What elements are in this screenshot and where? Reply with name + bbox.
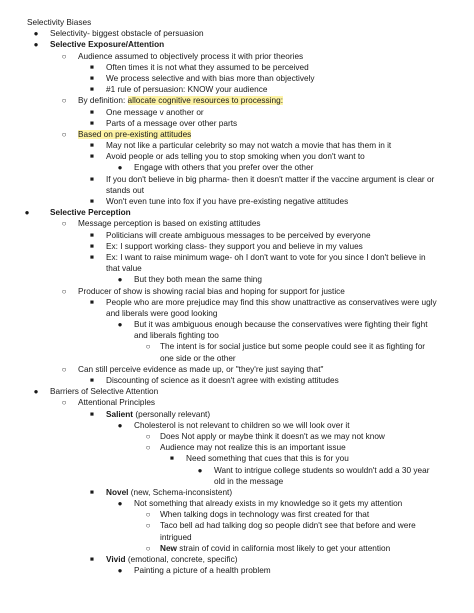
bold-term: Salient [106,409,134,419]
bold-term: New [160,543,177,553]
line-content: If you don't believe in big pharma- then it doesn't matter if the vaccine argument is clear or [106,174,435,184]
line-content: But it was ambiguous enough because the conservatives were fighting their fight [134,320,428,330]
bullet-marker: ■ [90,253,94,261]
document-line [0,565,474,576]
bullet-marker: ○ [145,521,151,531]
document-line [0,51,474,62]
highlighted-text: Based on pre-existing attitudes [78,129,192,139]
document-line [0,442,474,453]
line-text [106,297,437,308]
line-content: Ex: I want to raise minimum wage- oh I don't want to vote for you since I don't believe in [106,252,426,262]
document-line [0,62,474,73]
bullet-marker: ■ [90,86,94,94]
bullet-marker: ■ [90,410,94,418]
document-line [0,286,474,297]
document-line [0,375,474,386]
document-line [0,252,474,263]
bullet-marker: ■ [90,153,94,161]
line-text [78,129,191,140]
line-text [160,520,416,531]
document-line [0,17,474,28]
line-text [134,162,313,173]
document-line [0,174,474,185]
line-content: Selectivity Biases [27,18,92,27]
line-text [106,151,365,162]
line-text [106,62,309,73]
line-content: (emotional, concrete, specific) [125,555,238,564]
line-text [134,498,402,509]
bullet-marker: ● [117,320,123,330]
line-content: We process selective and with bias more than objectively [106,73,315,83]
line-content: Taco bell ad had talking dog so people didn't see that before and were [160,521,416,531]
section-heading: Selective Exposure/Attention [50,40,165,50]
line-text [78,51,303,62]
document-line [0,330,474,341]
line-content: Want to intrigue college students so wouldn't add a 30 year [214,465,430,475]
document-line [0,397,474,408]
document-line [0,162,474,173]
line-content: Not something that already exists in my knowledge so it gets my attention [134,499,403,509]
document-line [0,140,474,151]
document-line [0,118,474,129]
line-text [50,386,158,397]
line-text [106,196,348,207]
line-text [50,28,204,39]
bullet-marker: ● [117,420,123,430]
document-line [0,476,474,487]
line-text [106,263,142,274]
document-line [0,274,474,285]
document-line [0,151,474,162]
line-text [106,554,237,565]
bullet-marker: ■ [90,74,94,82]
bullet-marker: ■ [90,231,94,239]
line-content: Avoid people or ads telling you to stop smoking when you don't want to [106,152,365,162]
line-text [134,330,219,341]
bullet-marker: ■ [90,142,94,150]
line-content: Discounting of science as it doesn't agree with existing attitudes [106,376,339,385]
line-text [160,532,192,543]
document-line [0,487,474,498]
line-text [160,341,425,352]
line-content: one side or the other [160,353,236,363]
document-line [0,465,474,476]
line-content: Painting a picture of a health problem [134,566,271,576]
line-text [106,140,391,151]
line-text [106,241,363,252]
bullet-marker: ○ [145,510,151,520]
line-text [27,17,91,28]
bullet-marker: ○ [61,364,67,374]
line-content: Politicians will create ambiguous messages to be perceived by everyone [106,230,371,240]
line-text [160,509,369,520]
document-line [0,498,474,509]
document-line [0,308,474,319]
bullet-marker: ■ [90,63,94,71]
line-content: When talking dogs in technology was first created for that [160,510,370,520]
line-content: Can still perceive evidence as made up, or "they're just saying that" [78,364,324,374]
line-content: (new, Schema-inconsistent) [128,487,233,497]
bullet-marker: ● [117,566,123,576]
document-line [0,453,474,464]
document-line [0,532,474,543]
line-text [106,252,426,263]
bullet-marker: ● [24,208,30,218]
document-line [0,409,474,420]
line-content: Often times it is not what they assumed to be perceived [106,62,309,72]
document-line [0,319,474,330]
bullet-marker: ■ [90,488,94,496]
bullet-marker: ○ [61,51,67,61]
bullet-marker: ○ [145,431,151,441]
line-text [160,543,390,554]
line-content: intrigued [160,532,192,542]
line-text [106,73,315,84]
line-text [106,107,204,118]
bullet-marker: ■ [90,298,94,306]
bullet-marker: ● [117,499,123,509]
document-line [0,107,474,118]
bullet-marker: ● [33,40,39,50]
line-content: Audience may not realize this is an important issue [160,443,346,453]
document-line [0,129,474,140]
document-body [0,17,474,576]
bullet-marker: ● [117,275,123,285]
document-line [0,95,474,106]
bullet-marker: ■ [90,198,94,205]
document-line [0,554,474,565]
bullet-marker: ○ [145,543,151,553]
document-line [0,364,474,375]
line-content: stands out [106,185,145,195]
line-text [214,476,283,487]
document-line [0,185,474,196]
line-text [134,420,350,431]
line-text [50,39,164,50]
line-content: Engage with others that you prefer over the other [134,163,314,173]
bullet-marker: ■ [90,108,94,116]
document-line [0,420,474,431]
document-line [0,218,474,229]
line-content: By definition: [78,96,128,106]
bullet-marker: ● [197,465,203,475]
document-line [0,431,474,442]
line-content: The intent is for social justice but some people could see it as fighting for [160,342,426,352]
line-text [160,431,385,442]
line-content: One message v another or [106,107,204,117]
line-content: May not like a particular celebrity so may not watch a movie that has them in it [106,141,392,151]
line-content: But they both mean the same thing [134,275,262,285]
line-text [50,207,131,218]
line-content: Parts of a message over other parts [106,118,238,128]
bullet-marker: ● [33,387,39,397]
document-line [0,39,474,50]
line-content: Selectivity- biggest obstacle of persuasion [50,29,204,39]
bullet-marker: ○ [61,398,67,408]
line-text [106,118,237,129]
line-text [134,319,428,330]
line-text [106,375,339,386]
line-text [106,84,267,95]
line-text [134,274,262,285]
bold-term: Novel [106,487,129,497]
bullet-marker: ○ [61,286,67,296]
bullet-marker: ■ [170,455,174,463]
document-line [0,73,474,84]
line-content: Does Not apply or maybe think it doesn't as we may not know [160,431,385,441]
line-text [78,95,283,106]
bullet-marker: ■ [90,556,94,563]
line-content: People who are more prejudice may find this show unattractive as conservatives were ugly [106,297,437,307]
line-content: Barriers of Selective Attention [50,387,159,397]
document-line [0,297,474,308]
bullet-marker: ■ [90,377,94,384]
line-text [78,286,345,297]
line-text [78,397,155,408]
line-content: Need something that cues that this is for you [186,454,349,464]
line-text [106,174,434,185]
document-line [0,520,474,531]
document-line [0,241,474,252]
line-content: old in the message [214,476,284,486]
document-line [0,341,474,352]
document-line [0,509,474,520]
bullet-marker: ■ [90,119,94,127]
document-line [0,543,474,554]
bullet-marker: ■ [90,242,94,250]
line-text [106,308,217,319]
document-line [0,207,474,218]
line-content: (personally relevant) [133,409,211,419]
line-text [78,364,323,375]
line-content: Cholesterol is not relevant to children so we will look over it [134,420,350,430]
bullet-marker: ○ [61,219,67,229]
line-text [78,218,261,229]
line-text [134,565,271,576]
bullet-marker: ○ [145,342,151,352]
line-content: that value [106,264,142,274]
bullet-marker: ○ [61,96,67,106]
line-text [106,185,144,196]
document-line [0,28,474,39]
line-content: #1 rule of persuasion: KNOW your audience [106,85,268,95]
bold-term: Vivid [106,555,126,564]
bullet-marker: ○ [145,443,151,453]
line-content: Ex: I support working class- they support you and believe in my values [106,241,363,251]
line-text [160,442,346,453]
line-text [186,453,349,464]
highlighted-text: allocate cognitive resources to processing: [127,96,283,106]
line-content: and liberals fighting too [134,331,219,341]
bullet-marker: ■ [90,175,94,183]
line-text [214,465,429,476]
line-text [106,487,232,498]
line-text [160,353,236,364]
line-content: strain of covid in california most likely to get your attention [176,543,391,553]
line-text [106,409,210,420]
line-content: Audience assumed to objectively process it with prior theories [78,51,304,61]
line-content: Message perception is based on existing attitudes [78,219,261,229]
document-line [0,84,474,95]
bullet-marker: ○ [61,129,67,139]
line-content: Won't even tune into fox if you have pre-existing negative attitudes [106,197,349,206]
line-content: Producer of show is showing racial bias and hoping for support for justice [78,286,345,296]
section-heading: Selective Perception [50,208,131,218]
document-line [0,196,474,207]
line-content: Attentional Principles [78,398,156,408]
document-line [0,353,474,364]
bullet-marker: ● [33,29,39,39]
line-text [106,230,371,241]
document-line [0,386,474,397]
document-line [0,263,474,274]
bullet-marker: ● [117,163,123,173]
line-content: and liberals were good looking [106,308,218,318]
document-line [0,230,474,241]
